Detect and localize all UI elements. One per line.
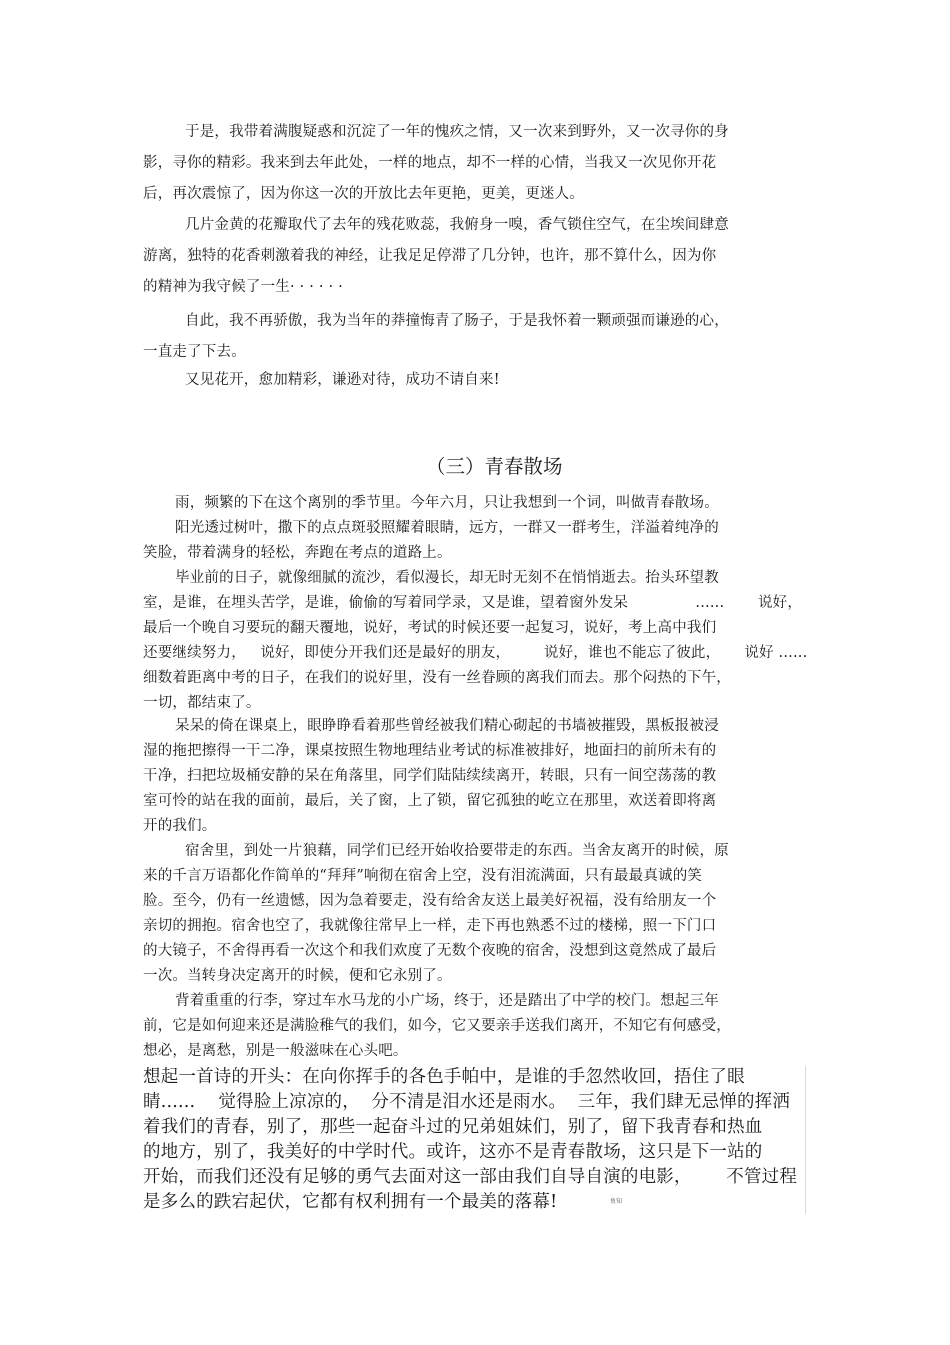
paragraph-line: 的大镜子，不舍得再看一次这个和我们欢度了无数个夜晚的宿舍，没想到这竟然成了最后 bbox=[143, 943, 717, 959]
closing-line: 是多么的跌宕起伏，它都有权利拥有一个最美的落幕! bbox=[143, 1192, 558, 1212]
paragraph-line: 前，它是如何迎来还是满脸稚气的我们，如今，它又要亲手送我们离开，不知它有何感受， bbox=[143, 1018, 731, 1034]
paragraph-line: 的精神为我守候了一生· · · · · · bbox=[143, 279, 343, 295]
section-title: （三）青春散场 bbox=[426, 455, 563, 478]
closing-line: 开始，而我们还没有足够的勇气去面对这一部由我们自导自演的电影， 不管过程 bbox=[143, 1167, 798, 1187]
paragraph-line: 笑脸，带着满身的轻松，奔跑在考点的道路上。 bbox=[143, 545, 452, 561]
paragraph-line: 毕业前的日子，就像细腻的流沙，看似漫长，却无时无刻不在悄悄逝去。抬头环望教 bbox=[175, 570, 719, 586]
paragraph-line: 游离，独特的花香刺激着我的神经，让我足足停滞了几分钟，也许，那不算什么，因为你 bbox=[143, 248, 717, 264]
paragraph-line: 开的我们。 bbox=[143, 818, 217, 834]
closing-line: 着我们的青春，别了，那些一起奋斗过的兄弟姐妹们，别了，留下我青春和热血 bbox=[143, 1117, 763, 1137]
paragraph-line: 室，是谁，在埋头苦学，是谁，偷偷的写着同学录，又是谁，望着窗外发呆 ...... 说好， bbox=[143, 595, 803, 611]
paragraph-line: 于是，我带着满腹疑惑和沉淀了一年的愧疚之情，又一次来到野外，又一次寻你的身 bbox=[185, 124, 729, 140]
paragraph-line: 一切，都结束了。 bbox=[143, 695, 261, 711]
paragraph-line: 室可怜的站在我的面前，最后，关了窗，上了锁，留它孤独的屹立在那里，欢送着即将离 bbox=[143, 793, 717, 809]
paragraph-line: 宿舍里，到处一片狼藉，同学们已经开始收拾要带走的东西。当舍友离开的时候，原 bbox=[185, 843, 729, 859]
footnote-mark: 鱼知 bbox=[610, 1198, 623, 1205]
paragraph-line: 一次。当转身决定离开的时候，便和它永别了。 bbox=[143, 968, 452, 984]
paragraph-line: 还要继续努力， 说好，即使分开我们还是最好的朋友， 说好，谁也不能忘了彼此， 说好 ...... bbox=[143, 645, 808, 661]
paragraph-line: 干净，扫把垃圾桶安静的呆在角落里，同学们陆陆续续离开，转眼，只有一间空荡荡的教 bbox=[143, 768, 717, 784]
paragraph-line: 影，寻你的精彩。我来到去年此处，一样的地点，却不一样的心情，当我又一次见你开花 bbox=[143, 155, 717, 171]
paragraph-line: 背着重重的行李，穿过车水马龙的小广场，终于，还是踏出了中学的校门。想起三年 bbox=[175, 993, 719, 1009]
paragraph-line: 湿的拖把擦得一干二净，课桌按照生物地理结业考试的标准被排好，地面扫的前所未有的 bbox=[143, 743, 717, 759]
paragraph-line: 雨，频繁的下在这个离别的季节里。今年六月，只让我想到一个词，叫做青春散场。 bbox=[175, 495, 719, 511]
closing-line: 想起一首诗的开头：在向你挥手的各色手帕中，是谁的手忽然收回，捂住了眼 bbox=[143, 1067, 745, 1087]
paragraph-line: 来的千言万语都化作简单的“拜拜”响彻在宿舍上空，没有泪流满面，只有最最真诚的笑 bbox=[143, 868, 703, 884]
paragraph-line: 阳光透过树叶，撒下的点点斑驳照耀着眼睛，远方，一群又一群考生，洋溢着纯净的 bbox=[175, 520, 719, 536]
paragraph-line: 脸。至今，仍有一丝遗憾，因为急着要走，没有给舍友送上最美好祝福，没有给朋友一个 bbox=[143, 893, 717, 909]
paragraph-line: 后，再次震惊了，因为你这一次的开放比去年更艳，更美，更迷人。 bbox=[143, 186, 584, 202]
paragraph-line: 细数着距离中考的日子，在我们的说好里，没有一丝眷顾的离我们而去。那个闷热的下午， bbox=[143, 670, 731, 686]
margin-rule bbox=[805, 1066, 806, 1214]
paragraph-line: 自此，我不再骄傲，我为当年的莽撞悔青了肠子，于是我怀着一颗顽强而谦逊的心， bbox=[185, 313, 729, 329]
paragraph-line: 一直走了下去。 bbox=[143, 344, 246, 360]
paragraph-line: 最后一个晚自习要玩的翻天覆地，说好，考试的时候还要一起复习，说好，考上高中我们 bbox=[143, 620, 717, 636]
paragraph-line: 几片金黄的花瓣取代了去年的残花败蕊，我俯身一嗅，香气锁住空气，在尘埃间肆意 bbox=[185, 217, 729, 233]
closing-line: 睛...... 觉得脸上凉凉的， 分不清是泪水还是雨水。 三年，我们肆无忌惮的挥洒 bbox=[143, 1092, 791, 1112]
paragraph-line: 呆呆的倚在课桌上，眼睁睁看着那些曾经被我们精心砌起的书墙被摧毁，黑板报被浸 bbox=[175, 718, 719, 734]
paragraph-line: 想必，是离愁，别是一般滋味在心头吧。 bbox=[143, 1043, 408, 1059]
closing-line: 的地方，别了，我美好的中学时代。或许，这亦不是青春散场，这只是下一站的 bbox=[143, 1142, 763, 1162]
paragraph-line: 亲切的拥抱。宿舍也空了，我就像往常早上一样，走下再也熟悉不过的楼梯，照一下门口 bbox=[143, 918, 717, 934]
paragraph-line: 又见花开，愈加精彩，谦逊对待，成功不请自来! bbox=[185, 372, 500, 388]
